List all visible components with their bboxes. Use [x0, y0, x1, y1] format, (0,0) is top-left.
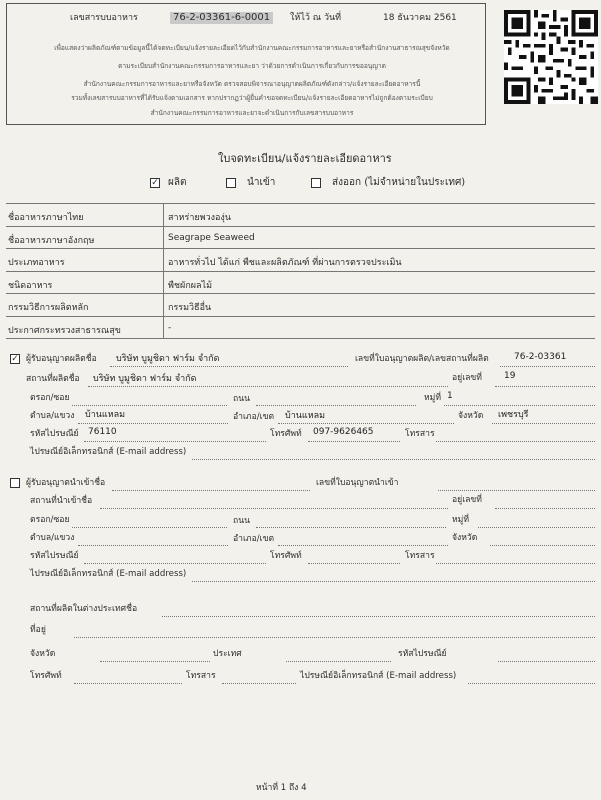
producer-place-label: สถานที่ผลิตชื่อ: [26, 374, 80, 384]
importer-licensee-label: ผู้รับอนุญาตนำเข้าชื่อ: [26, 478, 106, 488]
producer-checkbox[interactable]: ✓: [11, 354, 19, 364]
notice-line: ตามระเบียบสำนักงานคณะกรรมการอาหารและยา ว่าด้วยการดำเนินการเกี่ยวกับการขออนุญาต: [118, 62, 386, 70]
product-table: [6, 203, 595, 339]
producer-moo-value: 1: [447, 391, 453, 401]
fill-line: [112, 490, 310, 491]
producer-soi-label: ตรอก/ซอย: [30, 393, 70, 403]
producer-postcode-label: รหัสไปรษณีย์: [30, 429, 79, 439]
row-label: ชื่ออาหารภาษาอังกฤษ: [6, 227, 164, 249]
fill-line: [78, 545, 228, 546]
producer-place-value: บริษัท บูมูชิดา ฟาร์ม จำกัด: [93, 374, 197, 384]
fill-line: [500, 366, 595, 367]
importer-district-label: อำเภอ/เขต: [233, 534, 275, 544]
fill-line: [490, 545, 595, 546]
producer-moo-label: หมู่ที่: [424, 393, 441, 403]
producer-email-label: ไปรษณีย์อิเล็กทรอนิกส์ (E-mail address): [30, 447, 187, 457]
fill-line: [162, 616, 595, 617]
fill-line: [78, 423, 228, 424]
fill-line: [286, 661, 391, 662]
producer-province-label: จังหวัด: [458, 411, 484, 421]
table-row: [6, 272, 595, 295]
fill-line: [110, 366, 348, 367]
table-row: [6, 249, 595, 272]
importer-email-label: ไปรษณีย์อิเล็กทรอนิกส์ (E-mail address): [30, 569, 187, 579]
importer-house-no-label: อยู่เลขที่: [452, 495, 482, 505]
table-row: [6, 294, 595, 317]
export-option-label: ส่งออก (ไม่จำหน่ายในประเทศ): [332, 177, 466, 188]
table-row: [6, 227, 595, 250]
fill-line: [438, 490, 595, 491]
importer-soi-label: ตรอก/ซอย: [30, 515, 70, 525]
foreign-phone-label: โทรศัพท์: [30, 671, 62, 681]
importer-license-no-label: เลขที่ใบอนุญาตนำเข้า: [316, 478, 399, 488]
row-value: สาหร่ายพวงองุ่น: [168, 213, 231, 223]
fill-line: [192, 459, 595, 460]
fill-line: [436, 441, 595, 442]
fill-line: [100, 661, 210, 662]
fill-line: [256, 405, 416, 406]
notice-line: สำนักงานคณะกรรมการอาหารและยาหรือจังหวัด ตรวจสอบพิจารณาอนุญาตผลิตภัณฑ์ดังกล่าว/แจ้งรายละเอียดอาหารนี้: [83, 80, 421, 88]
export-checkbox[interactable]: [311, 178, 321, 188]
importer-place-label: สถานที่นำเข้าชื่อ: [30, 496, 93, 506]
row-value: Seagrape Seaweed: [168, 232, 255, 243]
fill-line: [88, 386, 448, 387]
issued-date: 18 ธันวาคม 2561: [383, 13, 457, 23]
producer-license-no-value: 76-2-03361: [514, 352, 567, 362]
fill-line: [192, 581, 595, 582]
foreign-email-label: ไปรษณีย์อิเล็กทรอนิกส์ (E-mail address): [300, 671, 457, 681]
import-checkbox[interactable]: [226, 178, 236, 188]
fill-line: [495, 386, 595, 387]
form-title: ใบจดทะเบียน/แจ้งรายละเอียดอาหาร: [218, 152, 392, 165]
row-value: กรรมวิธีอื่น: [168, 303, 212, 313]
fill-line: [84, 441, 266, 442]
row-value: -: [168, 322, 172, 333]
foreign-province-label: จังหวัด: [30, 649, 56, 659]
fill-line: [74, 683, 182, 684]
producer-district-label: อำเภอ/เขต: [233, 412, 275, 422]
fill-line: [72, 405, 227, 406]
table-row: [6, 317, 595, 340]
producer-fax-label: โทรสาร: [405, 429, 435, 439]
header-box: [6, 3, 486, 125]
importer-phone-label: โทรศัพท์: [270, 551, 302, 561]
produce-option-label: ผลิต: [168, 177, 187, 188]
producer-licensee-label: ผู้รับอนุญาตผลิตชื่อ: [26, 354, 97, 364]
reg-number: 76-2-03361-6-0001: [170, 12, 273, 24]
foreign-country-label: ประเทศ: [213, 649, 242, 659]
issued-label: ให้ไว้ ณ วันที่: [290, 13, 342, 23]
importer-fax-label: โทรสาร: [405, 551, 435, 561]
importer-subdistrict-label: ตำบล/แขวง: [30, 533, 75, 543]
fill-line: [478, 527, 595, 528]
fill-line: [256, 527, 446, 528]
fill-line: [444, 405, 595, 406]
fill-line: [72, 527, 227, 528]
producer-road-label: ถนน: [233, 394, 250, 404]
fill-line: [436, 563, 595, 564]
fill-line: [84, 563, 266, 564]
foreign-address-label: ที่อยู่: [30, 625, 46, 635]
producer-license-no-label: เลขที่ใบอนุญาตผลิต/เลขสถานที่ผลิต: [355, 354, 489, 364]
importer-road-label: ถนน: [233, 516, 250, 526]
importer-province-label: จังหวัด: [452, 533, 478, 543]
fill-line: [468, 683, 595, 684]
reg-number-label: เลขสารบบอาหาร: [70, 13, 138, 23]
fill-line: [308, 441, 400, 442]
table-row: [6, 204, 595, 227]
producer-house-no-label: อยู่เลขที่: [452, 373, 482, 383]
row-label: ชนิดอาหาร: [6, 272, 164, 294]
fill-line: [495, 508, 595, 509]
page-number: หน้าที่ 1 ถึง 4: [256, 783, 307, 793]
producer-province-value: เพชรบุรี: [498, 410, 529, 420]
producer-subdistrict-label: ตำบล/แขวง: [30, 411, 75, 421]
importer-moo-label: หมู่ที่: [452, 515, 469, 525]
producer-licensee-value: บริษัท บูมูชิดา ฟาร์ม จำกัด: [116, 354, 220, 364]
fill-line: [498, 661, 595, 662]
fill-line: [278, 423, 454, 424]
notice-line: เพื่อแสดงว่าผลิตภัณฑ์ตามข้อมูลนี้ได้จดทะเบียน/แจ้งรายละเอียดไว้กับสำนักงานคณะกรรมการอาหารและยาหรือสำนักงานสาธารณสุขจังหวัด: [54, 44, 450, 52]
producer-phone-value: 097-9626465: [313, 427, 374, 437]
producer-house-no-value: 19: [504, 371, 516, 381]
foreign-fax-label: โทรสาร: [186, 671, 216, 681]
producer-district-value: บ้านแหลม: [285, 411, 326, 421]
importer-checkbox[interactable]: [10, 478, 20, 488]
row-value: พืชผักผลไม้: [168, 280, 213, 291]
foreign-place-label: สถานที่ผลิตในต่างประเทศชื่อ: [30, 604, 138, 614]
producer-postcode-value: 76110: [88, 427, 117, 437]
row-value: อาหารทั่วไป ได้แก่ พืชและผลิตภัณฑ์ ที่ผ่านการตรวจประเมิน: [168, 258, 402, 268]
fill-line: [100, 508, 448, 509]
notice-line: สำนักงานคณะกรรมการอาหารและยาจะดำเนินการกับเลขสารบบอาหาร: [150, 109, 354, 117]
fill-line: [492, 423, 595, 424]
row-label: กรรมวิธีการผลิตหลัก: [6, 294, 164, 316]
producer-phone-label: โทรศัพท์: [270, 429, 302, 439]
fill-line: [278, 545, 448, 546]
notice-line: รวมทั้งเลขสารบบอาหารที่ได้รับแจ้งตามเอกสาร หากปรากฏว่าผู้ยื่นคำขอจดทะเบียน/แจ้งรายละเอียดอาหารไม่ถูกต้องตามระเบียบ: [71, 94, 433, 102]
producer-subdistrict-value: บ้านแหลม: [85, 410, 126, 420]
qr-code: [504, 10, 598, 104]
fill-line: [222, 683, 296, 684]
row-label: ชื่ออาหารภาษาไทย: [6, 204, 164, 226]
row-label: ประกาศกระทรวงสาธารณสุข: [6, 317, 164, 339]
fill-line: [74, 637, 595, 638]
import-option-label: นำเข้า: [247, 177, 276, 188]
importer-postcode-label: รหัสไปรษณีย์: [30, 551, 79, 561]
produce-checkbox[interactable]: ✓: [151, 178, 159, 188]
foreign-postcode-label: รหัสไปรษณีย์: [398, 649, 447, 659]
row-label: ประเภทอาหาร: [6, 249, 164, 271]
fill-line: [308, 563, 400, 564]
